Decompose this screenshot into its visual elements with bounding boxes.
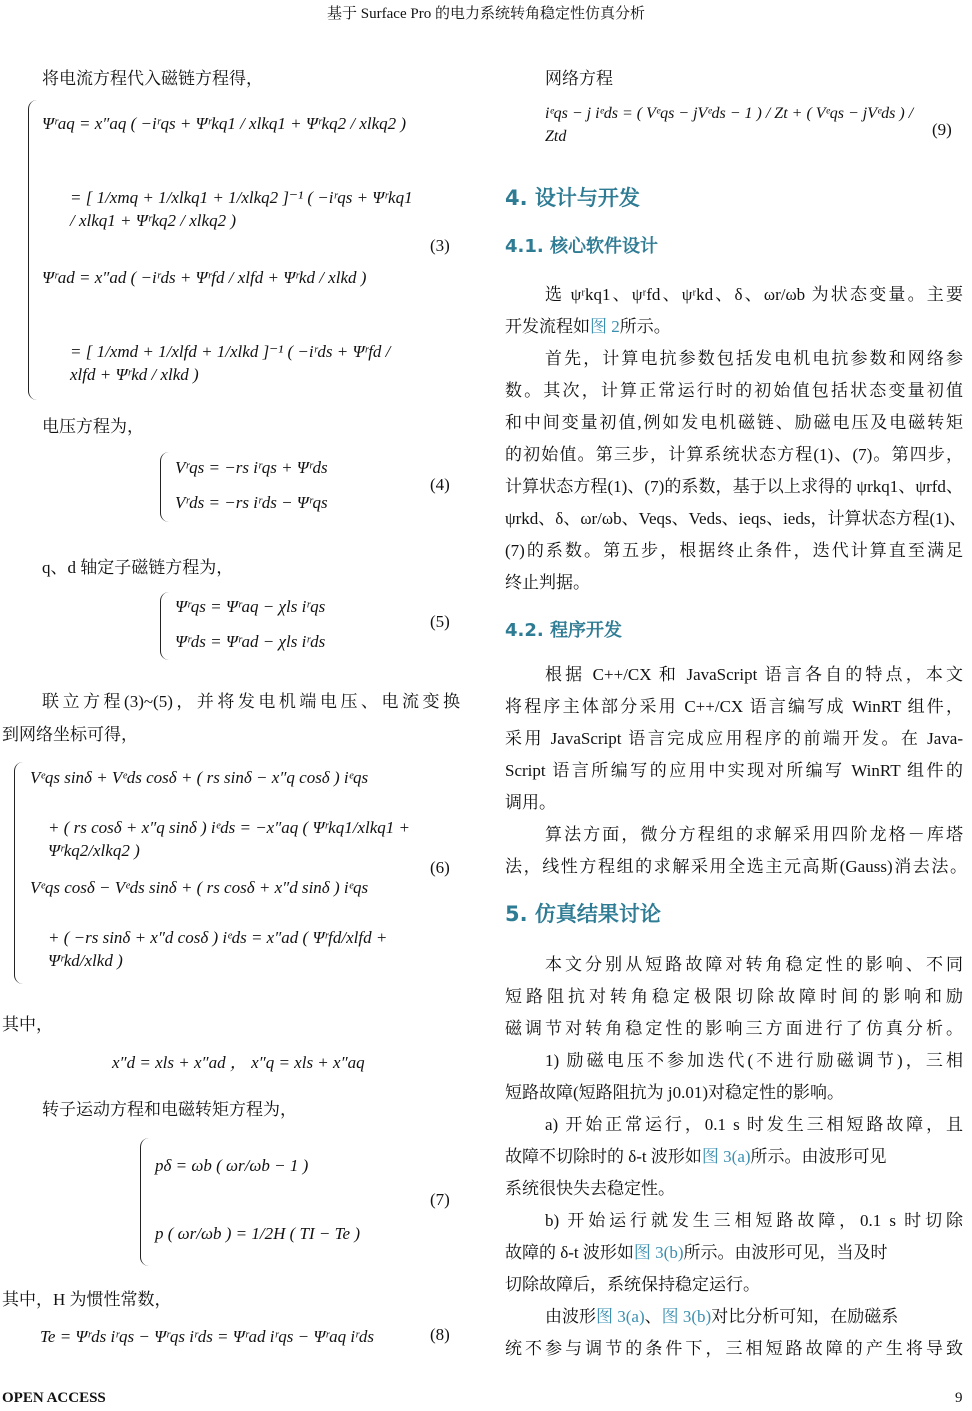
eq8-number: (8) [430, 1325, 450, 1344]
paragraph-line: 计算状态方程(1)、(7)的系数，基于以上求得的 ψrkq1、ψrfd、 [505, 477, 963, 496]
paragraph-line: 统不参与调节的条件下，三相短路故障的产生将导致 [505, 1339, 963, 1358]
eq7-line2: p ( ωr/ωb ) = 1/2H ( TI − Te ) [155, 1224, 360, 1243]
text-voltage-eq: 电压方程为， [42, 417, 144, 436]
paragraph-line: 选 ψʳkq1、ψʳfd、ψʳkd、δ、ωr/ωb 为状态变量。主要 [545, 285, 963, 304]
eq9: iᵉqs − j iᵉds = ( Vᵉqs − jVᵉds − 1 ) / Zt + ( Vᵉqs − jVᵉds ) / Ztd [545, 105, 914, 145]
section-heading-5: 5. 仿真结果讨论 [505, 902, 661, 926]
paragraph-line: Script 语言所编写的应用中实现对所编写 WinRT 组件的 [505, 761, 963, 780]
eq5-number: (5) [430, 612, 450, 631]
paragraph-line: 首先，计算电抗参数包括发电机电抗参数和网络参 [545, 349, 963, 368]
paragraph-line: 终止判据。 [505, 573, 590, 592]
section-heading-4: 4. 设计与开发 [505, 186, 640, 210]
text: 对比分析可知，在励磁系 [711, 1307, 899, 1326]
eq-reactance: x″d = xls + x″ad ， x″q = xls + x″aq [112, 1053, 365, 1072]
paragraph-line: 将程序主体部分采用 C++/CX 语言编写成 WinRT 组件， [505, 697, 963, 716]
figure-link[interactable]: 图 3(b) [633, 1243, 684, 1262]
text-network-eq: 网络方程 [545, 69, 613, 88]
paragraph-line: 短路阻抗对转角稳定极限切除故障时间的影响和励 [505, 987, 963, 1006]
eq6-line3: Vᵉqs cosδ − Vᵉds sinδ + ( rs cosδ + x″d sinδ ) iᵉqs [30, 878, 369, 897]
figure-link[interactable]: 图 2 [590, 317, 620, 336]
eq5-line2: Ψʳds = Ψʳad − χls iʳds [175, 632, 326, 651]
section-heading-4-2: 4.2. 程序开发 [505, 620, 622, 641]
equation-brace [160, 452, 169, 522]
eq6-line1: Vᵉqs sinδ + Vᵉds cosδ + ( rs sinδ − x″q cosδ ) iᵉqs [30, 768, 369, 787]
eq7-number: (7) [430, 1190, 450, 1209]
section-heading-4-1: 4.1. 核心软件设计 [505, 236, 658, 257]
paragraph-line: 短路故障(短路阻抗为 j0.01)对稳定性的影响。 [505, 1083, 845, 1102]
page-number: 9 [955, 1390, 963, 1406]
equation-brace [14, 762, 23, 984]
paragraph-line: 采用 JavaScript 语言完成应用程序的前端开发。在 Java- [505, 729, 963, 748]
paragraph-line: 根据 C++/CX 和 JavaScript 语言各自的特点，本文 [545, 665, 963, 684]
text-intro-eq3: 将电流方程代入磁链方程得， [42, 69, 263, 88]
paragraph-line: 和中间变量初值,例如发电机磁链、励磁电压及电磁转矩 [505, 413, 963, 432]
text: 故障不切除时的 δ-t 波形如 [505, 1147, 702, 1166]
paragraph-line: 系统很快失去稳定性。 [505, 1179, 675, 1198]
paragraph-line: ψrkd、δ、ωr/ωb、Veqs、Veds、ieqs、ieds，计算状态方程(1)、 [505, 509, 967, 528]
running-header: 基于 Surface Pro 的电力系统转角稳定性仿真分析 [327, 6, 645, 22]
paragraph-line: 磁调节对转角稳定性的影响三方面进行了仿真分析。 [505, 1019, 963, 1038]
eq6-line2: + ( rs cosδ + x″q sinδ ) iᵉds = −x″aq ( Ψʳkq1/xlkq1 + Ψʳkq2/xlkq2 ) [48, 818, 410, 860]
paragraph-line: 的初始值。第三步，计算系统状态方程(1)、(7)。第四步， [505, 445, 963, 464]
paragraph-line [505, 312, 671, 337]
paragraph-line: 联立方程(3)~(5)，并将发电机端电压、电流变换 [42, 692, 460, 711]
eq4-number: (4) [430, 475, 450, 494]
paragraph-line: 算法方面，微分方程组的求解采用四阶龙格－库塔 [545, 825, 963, 844]
eq6-number: (6) [430, 858, 450, 877]
paragraph-line: 到网络坐标可得， [2, 725, 138, 744]
text-inertia: 其中，H 为惯性常数， [2, 1290, 172, 1309]
eq6-line4: + ( −rs sinδ + x″d cosδ ) iᵉds = x″ad ( Ψʳfd/xlfd + Ψʳkd/xlkd ) [48, 928, 388, 970]
paragraph-line: 本文分别从短路故障对转角稳定性的影响、不同 [545, 955, 963, 974]
paragraph-line: a) 开始正常运行，0.1 s 时发生三相短路故障，且 [545, 1115, 963, 1134]
figure-link[interactable]: 图 3(b) [661, 1307, 712, 1326]
eq3-line2: = [ 1/xmq + 1/xlkq1 + 1/xlkq2 ]⁻¹ ( −iʳqs + Ψʳkq1 / xlkq1 + Ψʳkq2 / xlkq2 ) [70, 188, 413, 230]
eq8: Te = Ψʳds iʳqs − Ψʳqs iʳds = Ψʳad iʳqs − Ψʳaq iʳds [40, 1327, 374, 1346]
paragraph-line: (7)的系数。第五步，根据终止条件，迭代计算直至满足 [505, 541, 963, 560]
text: 所示。 [619, 317, 671, 336]
text: 所示。由波形可见 [750, 1147, 887, 1166]
equation-brace [160, 592, 169, 660]
paragraph-line [545, 1302, 898, 1327]
text: 所示。由波形可见，当及时 [683, 1243, 888, 1262]
eq3-line3: Ψʳad = x″ad ( −iʳds + Ψʳfd / xlfd + Ψʳkd / xlkd ) [42, 268, 367, 287]
eq3-line4: = [ 1/xmd + 1/xlfd + 1/xlkd ]⁻¹ ( −iʳds + Ψʳfd / xlfd + Ψʳkd / xlkd ) [70, 342, 391, 384]
eq5-line1: Ψʳqs = Ψʳaq − χls iʳqs [175, 597, 326, 616]
eq4-line1: Vʳqs = −rs iʳqs + Ψʳds [175, 458, 328, 477]
paragraph-line: 1) 励磁电压不参加迭代(不进行励磁调节)，三相 [545, 1051, 963, 1070]
equation-brace [140, 1138, 149, 1266]
eq3-line1: Ψʳaq = x″aq ( −iʳqs + Ψʳkq1 / xlkq1 + Ψʳkq2 / xlkq2 ) [42, 114, 407, 133]
equation-brace [28, 100, 37, 400]
eq7-line1: pδ = ωb ( ωr/ωb − 1 ) [155, 1156, 309, 1175]
paragraph-line: 切除故障后，系统保持稳定运行。 [505, 1275, 760, 1294]
paragraph-line: 数。其次，计算正常运行时的初始值包括状态变量初值 [505, 381, 963, 400]
text: 、 [644, 1307, 662, 1326]
eq4-line2: Vʳds = −rs iʳds − Ψʳqs [175, 493, 328, 512]
paragraph-line: 法，线性方程组的求解采用全选主元高斯(Gauss)消去法。 [505, 857, 967, 876]
text: 由波形 [545, 1307, 596, 1326]
eq3-number: (3) [430, 236, 450, 255]
open-access-label: OPEN ACCESS [2, 1390, 106, 1406]
paragraph-line: b) 开始运行就发生三相短路故障，0.1 s 时切除 [545, 1211, 963, 1230]
figure-link[interactable]: 图 3(a) [701, 1147, 751, 1166]
eq9-number: (9) [932, 120, 952, 139]
text-where: 其中， [2, 1015, 53, 1034]
paragraph-line: 调用。 [505, 793, 556, 812]
text-flux-eq: q、d 轴定子磁链方程为， [42, 558, 234, 577]
figure-link[interactable]: 图 3(a) [596, 1307, 645, 1326]
paragraph-line [505, 1142, 887, 1167]
text-rotor-eq: 转子运动方程和电磁转矩方程为， [42, 1100, 297, 1119]
paragraph-line [505, 1238, 887, 1263]
text: 故障的 δ-t 波形如 [505, 1243, 634, 1262]
text: 开发流程如 [505, 317, 590, 336]
